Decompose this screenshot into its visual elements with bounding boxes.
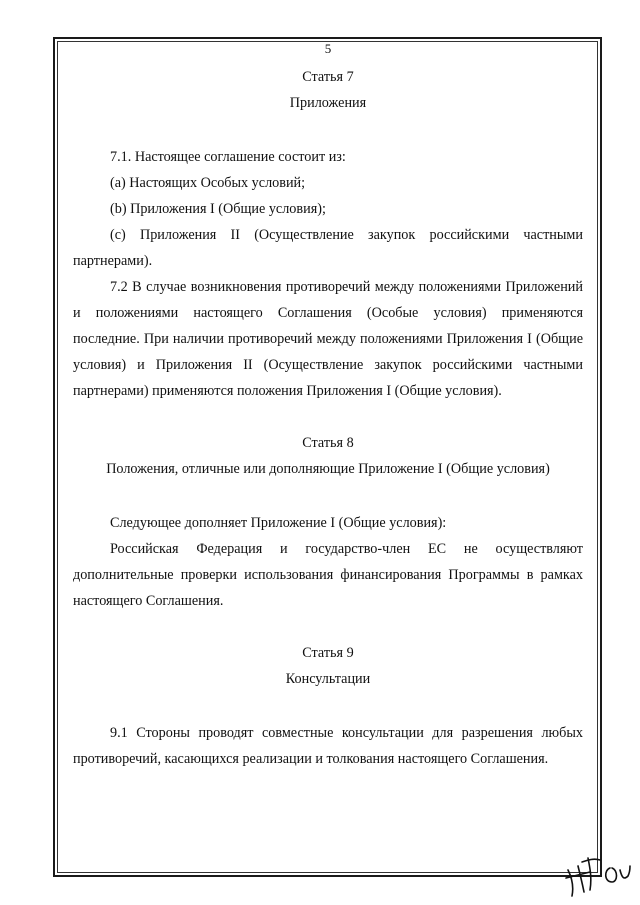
article-7-paragraph-3: (b) Приложения I (Общие условия); [110, 201, 326, 217]
article-7-paragraph-1: 7.1. Настоящее соглашение состоит из: [110, 149, 346, 165]
document-body [73, 40, 583, 772]
page-number: 5 [324, 41, 332, 56]
article-8-paragraph-1: Следующее дополняет Приложение I (Общие условия): [110, 515, 447, 531]
article-7-paragraph-4: (c) Приложения II (Осуществление закупок российскими частными партнерами). [73, 227, 583, 269]
article-8-title: Статья 8 [302, 435, 354, 451]
article-7-paragraph-5: 7.2 В случае возникновения противоречий между положениями Приложений и положениями настоящего Соглашения (Особые условия) применяются последние. При наличии противоречий между положениями Приложения I (Общие условия) и Приложения II (Осуществление закупок российскими частными партнерами) применяются положения Приложения I (Общие условия). [73, 279, 583, 399]
article-9-paragraph-1: 9.1 Стороны проводят совместные консультации для разрешения любых противоречий, касающихся реализации и толкования настоящего Соглашения. [73, 725, 583, 767]
article-9-title: Статья 9 [302, 645, 354, 661]
article-7-title: Статья 7 [302, 69, 354, 85]
article-8-paragraph-2: Российская Федерация и государство-член ЕС не осуществляют дополнительные проверки использования финансирования Программы в рамках настоящего Соглашения. [73, 541, 583, 609]
handwritten-initials [560, 848, 635, 900]
article-7-subtitle: Приложения [289, 95, 367, 111]
article-9-subtitle: Консультации [285, 671, 371, 687]
article-8-subtitle: Положения, отличные или дополняющие Приложение I (Общие условия) [106, 461, 550, 477]
article-7-paragraph-2: (a) Настоящих Особых условий; [110, 175, 306, 191]
